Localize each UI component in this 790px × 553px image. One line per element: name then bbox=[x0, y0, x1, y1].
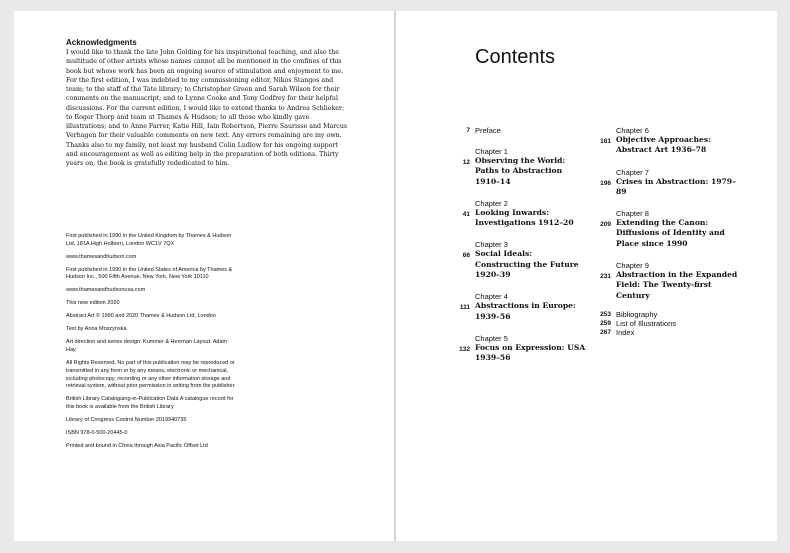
toc-chapter-title: Observing the World: Paths to Abstraction 1910–14 bbox=[475, 156, 566, 186]
acknowledgments-heading: Acknowledgments bbox=[66, 38, 137, 47]
toc-label: Index bbox=[616, 327, 635, 337]
acknowledgments-text: I would like to thank the late John Golding for his inspirational teaching, and also the multitude of other artists whose names cannot all be mentioned in the confines of this book but whose work has been an ongoing source of stimulation and enjoyment to me. For the first edition, I was indebted to my commissioning editor, Nikos Stangos and team; to the staff of the Tate library; to Christopher Green and Sarah Wilson for their comments on the manuscript; and to Lynne Cooke and Tony Godfrey for their helpful discussions. For the current edition, I would like to extend thanks to Andrea Schlieker; to Roger Thorp and team at Thames & Hudson; to all those who kindly gave illustrations; and to Anne Farrer, Katie Hill, Iain Robertson, Pierre Saurisse and Marcus Verhagen for their valuable comments on new text. Any errors remaining are my own. Thanks also to my family, not least my husband Colin Ludlow for his ongoing support and encouragement as well as editing help in the preparation of both editions. Thirty years on, the book is gratefully rededicated to him. bbox=[66, 49, 348, 167]
toc-page-number: 209 bbox=[600, 221, 611, 229]
toc-label: Chapter 6 bbox=[616, 126, 649, 135]
toc-page-number: 253 bbox=[600, 310, 611, 318]
toc-chapter-title: Crises in Abstraction: 1979–89 bbox=[616, 176, 736, 196]
left-page bbox=[14, 11, 394, 541]
toc-page-number: 7 bbox=[466, 127, 470, 134]
imprint-isbn: ISBN 978-0-500-20445-0 bbox=[66, 429, 128, 436]
toc-page-number: 41 bbox=[462, 210, 470, 218]
toc-entry-chapter-1[interactable] bbox=[437, 147, 587, 187]
toc-chapter-title: Abstractions in Europe: 1939–56 bbox=[475, 301, 576, 321]
imprint-uk-publisher: First published in 1990 in the United Kingdom by Thames & Hudson Ltd, 181A High Holborn, London WC1V 7QX bbox=[66, 233, 232, 247]
toc-label: Chapter 7 bbox=[616, 167, 649, 177]
imprint-us-url: www.thamesandhudsonusa.com bbox=[66, 287, 146, 294]
toc-label: Chapter 5 bbox=[475, 333, 508, 343]
toc-entry-chapter-2[interactable] bbox=[437, 199, 587, 229]
toc-label: Preface bbox=[475, 126, 501, 135]
toc-chapter-title: Extending the Canon: Diffusions of Identity and Place since 1990 bbox=[616, 218, 725, 248]
toc-entry-preface[interactable] bbox=[437, 126, 587, 135]
imprint-us-publisher: First published in 1990 in the United States of America by Thames & Hudson Inc., 500 Fifth Avenue, New York, New York 10110 bbox=[66, 266, 233, 281]
toc-page-number: 196 bbox=[600, 179, 611, 187]
toc-entry-chapter-6[interactable] bbox=[578, 126, 738, 156]
toc-chapter-title: Looking Inwards: Investigations 1912–20 bbox=[475, 207, 574, 228]
toc-entry-chapter-3[interactable] bbox=[437, 240, 587, 280]
toc-label: Chapter 2 bbox=[475, 198, 508, 208]
right-page bbox=[396, 11, 777, 541]
toc-page-number: 161 bbox=[600, 138, 611, 145]
imprint-uk-url: www.thamesandhudson.com bbox=[66, 253, 137, 260]
toc-entry-chapter-7[interactable] bbox=[578, 168, 738, 198]
imprint-author: Text by Anna Moszynska bbox=[66, 326, 127, 333]
toc-entry-list-of-illustrations[interactable] bbox=[578, 319, 738, 328]
toc-column-left bbox=[437, 126, 587, 364]
toc-entry-chapter-4[interactable] bbox=[437, 292, 587, 322]
toc-page-number: 267 bbox=[600, 328, 611, 336]
toc-entry-index[interactable] bbox=[578, 328, 738, 337]
imprint-block bbox=[66, 233, 236, 456]
imprint-copyright: Abstract Art © 1990 and 2020 Thames & Hudson Ltd, London bbox=[66, 313, 216, 320]
toc-label: Chapter 9 bbox=[616, 261, 649, 271]
imprint-loc: Library of Congress Control Number 2019940735 bbox=[66, 416, 187, 423]
imprint-british-library: British Library Cataloguing-in-Publication Data A catalogue record for this book is available from the British Library bbox=[66, 396, 234, 410]
toc-page-number: 12 bbox=[462, 159, 470, 166]
toc-label: Chapter 8 bbox=[616, 209, 649, 219]
toc-label: Bibliography bbox=[616, 309, 658, 319]
toc-entry-bibliography[interactable] bbox=[578, 310, 738, 319]
toc-label: List of Illustrations bbox=[616, 318, 677, 328]
toc-chapter-title: Abstraction in the Expanded Field: The Twenty-first Century bbox=[616, 270, 738, 300]
toc-column-right bbox=[578, 126, 738, 337]
toc-chapter-title: Objective Approaches: Abstract Art 1936–78 bbox=[616, 135, 711, 155]
toc-chapter-title: Social Ideals: Constructing the Future 1920–39 bbox=[475, 249, 579, 280]
toc-entry-chapter-9[interactable] bbox=[578, 261, 738, 301]
toc-entry-chapter-8[interactable] bbox=[578, 209, 738, 249]
toc-chapter-title: Focus on Expression: USA 1939–56 bbox=[475, 342, 586, 363]
imprint-rights: All Rights Reserved. No part of this publication may be reproduced or transmitted in any form or by any means, electronic or mechanical, including photocopy, recording or any other information storage and retrieval system, without prior permission in writing from the publisher. bbox=[66, 360, 236, 390]
toc-page-number: 231 bbox=[600, 273, 611, 281]
toc-page-number: 111 bbox=[459, 304, 470, 312]
toc-page-number: 132 bbox=[459, 345, 470, 353]
imprint-printer: Printed and bound in China through Asia Pacific Offset Ltd bbox=[66, 442, 208, 449]
toc-entry-chapter-5[interactable] bbox=[437, 334, 587, 364]
toc-label: Chapter 4 bbox=[475, 292, 508, 302]
imprint-design: Art direction and series design: Kummer & Herrman Layout: Adam Hay bbox=[66, 339, 228, 354]
toc-page-number: 259 bbox=[600, 319, 611, 327]
toc-page-number: 66 bbox=[462, 252, 470, 260]
toc-label: Chapter 1 bbox=[475, 147, 508, 156]
contents-title: Contents bbox=[475, 46, 556, 68]
toc-label: Chapter 3 bbox=[475, 240, 508, 250]
imprint-edition: This new edition 2020 bbox=[66, 300, 120, 307]
